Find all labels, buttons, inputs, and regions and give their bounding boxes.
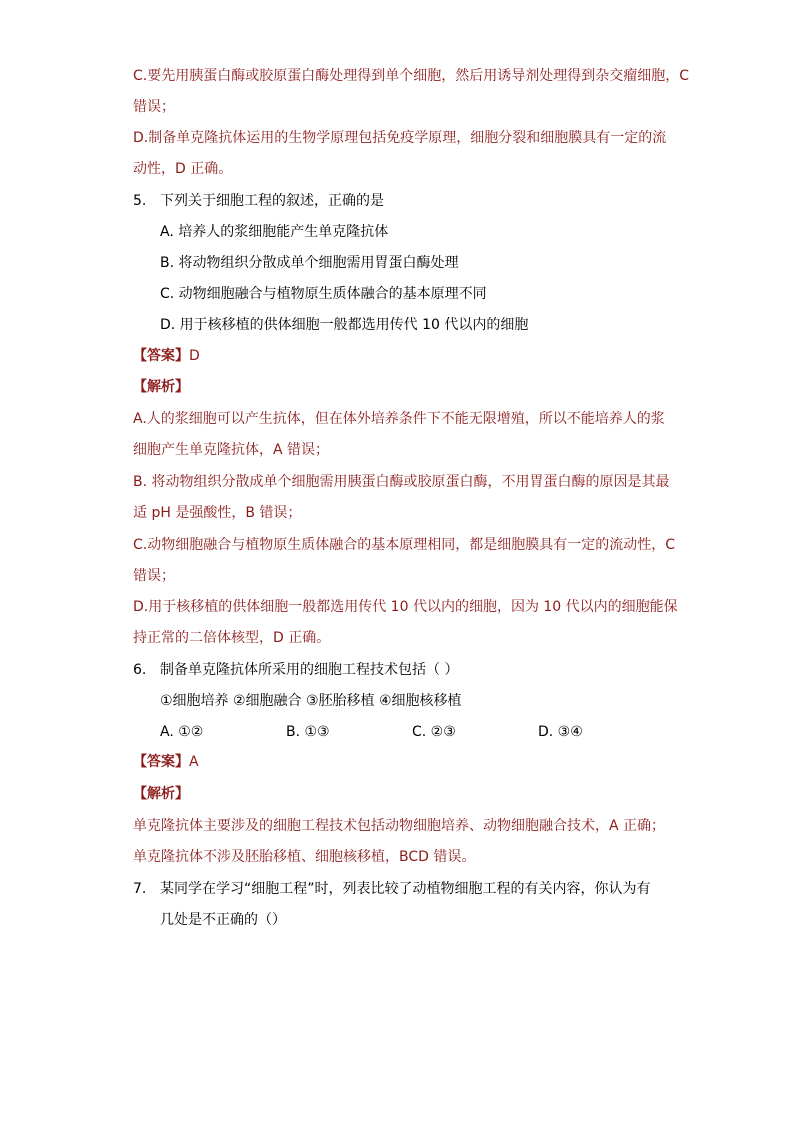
q6-option-d: D. ③④: [538, 724, 583, 740]
q5-answer: [133, 346, 200, 366]
q6-option-b: B. ①③: [286, 724, 330, 740]
q5-analysis-label: 【解析】: [133, 379, 189, 395]
q5-analysis-line: C.动物细胞融合与植物原生质体融合的基本原理相同，都是细胞膜具有一定的流动性，C: [133, 537, 675, 553]
q6-number: 6.: [133, 662, 147, 678]
q5-analysis-line: D.用于核移植的供体细胞一般都选用传代 10 代以内的细胞，因为 10 代以内的细胞能保: [133, 599, 678, 615]
q6-answer: [133, 752, 199, 772]
q6-answer-label: 【答案】: [133, 754, 189, 770]
q6-analysis-label: 【解析】: [133, 786, 189, 802]
q5-analysis-line: 持正常的二倍体核型，D 正确。: [133, 630, 331, 646]
prev-explanation-c-line1: C.要先用胰蛋白酶或胶原蛋白酶处理得到单个细胞，然后用诱导剂处理得到杂交瘤细胞，C: [133, 68, 689, 84]
q5-analysis-line: 适 pH 是强酸性，B 错误；: [133, 505, 302, 521]
q6-stem: 制备单克隆抗体所采用的细胞工程技术包括（ ）: [160, 662, 459, 678]
q6-analysis-line: 单克隆抗体不涉及胚胎移植、细胞核移植，BCD 错误。: [133, 849, 476, 865]
q6-answer-value: A: [189, 754, 199, 770]
q5-number: 5.: [133, 193, 147, 209]
q5-analysis-line: A.人的浆细胞可以产生抗体，但在体外培养条件下不能无限增殖，所以不能培养人的浆: [133, 411, 665, 427]
q5-analysis-line: 细胞产生单克隆抗体，A 错误；: [133, 442, 330, 458]
q5-option-d: D. 用于核移植的供体细胞一般都选用传代 10 代以内的细胞: [160, 317, 529, 333]
q7-stem-line2: 几处是不正确的（）: [160, 912, 286, 928]
q6-items: ①细胞培养 ②细胞融合 ③胚胎移植 ④细胞核移植: [160, 693, 462, 709]
q7-stem-line1: 某同学在学习“细胞工程”时，列表比较了动植物细胞工程的有关内容，你认为有: [160, 881, 651, 897]
q6-option-c: C. ②③: [412, 724, 456, 740]
q5-option-a: A. 培养人的浆细胞能产生单克隆抗体: [160, 224, 389, 240]
prev-explanation-d-line2: 动性，D 正确。: [133, 161, 233, 177]
q6-option-a: A. ①②: [160, 724, 204, 740]
q6-analysis-line: 单克隆抗体主要涉及的细胞工程技术包括动物细胞培养、动物细胞融合技术，A 正确；: [133, 818, 666, 834]
prev-explanation-d-line1: D.制备单克隆抗体运用的生物学原理包括免疫学原理，细胞分裂和细胞膜具有一定的流: [133, 130, 667, 146]
q7-number: 7.: [133, 881, 147, 897]
q5-option-c: C. 动物细胞融合与植物原生质体融合的基本原理不同: [160, 286, 487, 302]
q5-answer-label: 【答案】: [133, 348, 189, 364]
q5-answer-value: D: [189, 348, 200, 364]
q5-option-b: B. 将动物组织分散成单个细胞需用胃蛋白酶处理: [160, 255, 459, 271]
prev-explanation-c-line2: 错误；: [133, 99, 175, 115]
q5-analysis-line: 错误；: [133, 568, 175, 584]
q5-stem: 下列关于细胞工程的叙述，正确的是: [160, 193, 384, 209]
q5-analysis-line: B. 将动物组织分散成单个细胞需用胰蛋白酶或胶原蛋白酶，不用胃蛋白酶的原因是其最: [133, 474, 670, 490]
